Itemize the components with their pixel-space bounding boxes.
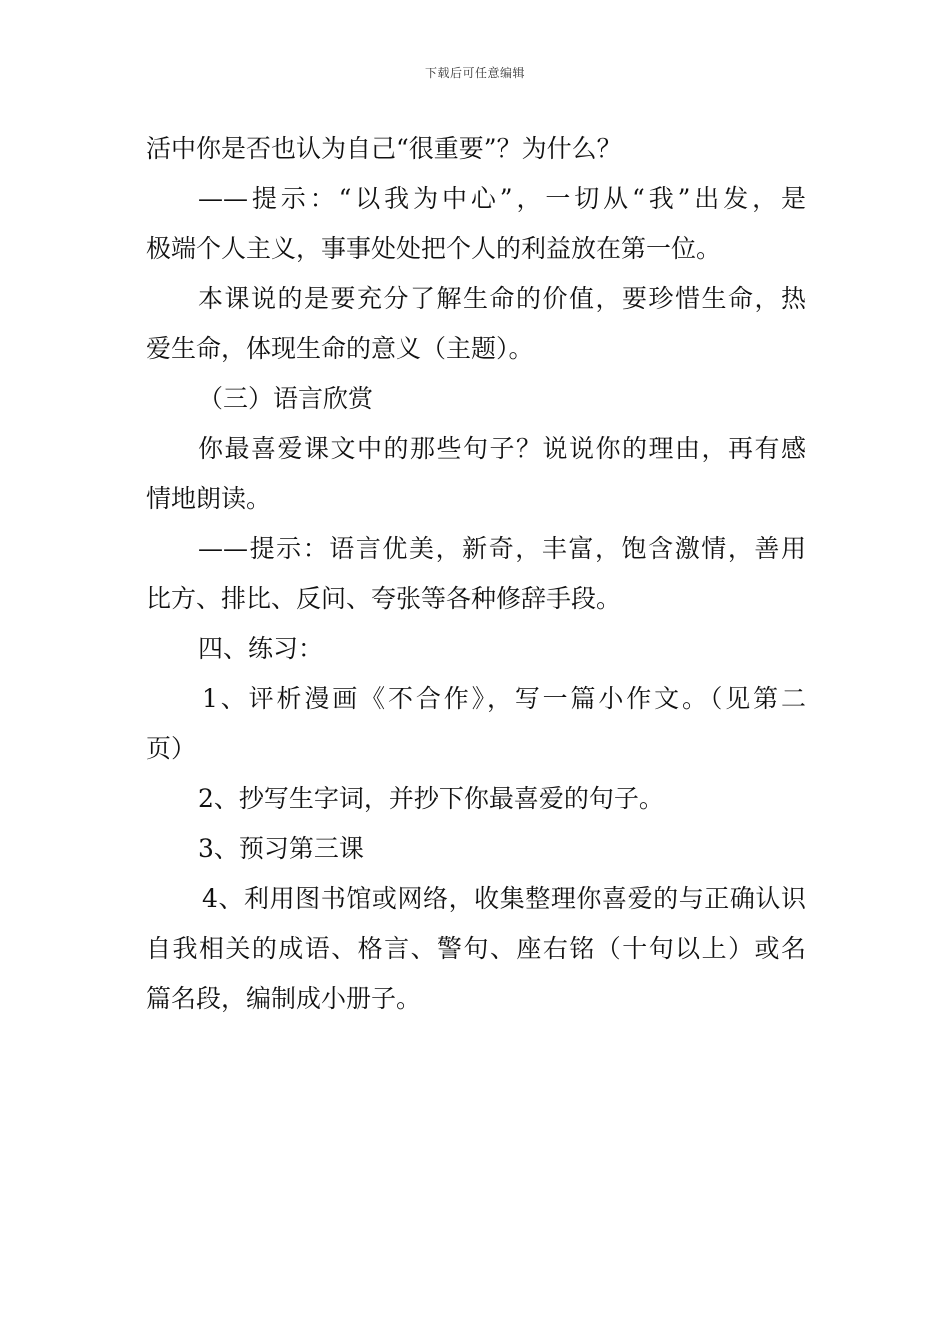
text-line: 你最喜爱课文中的那些句子？说说你的理由，再有感 (198, 434, 806, 463)
exercise-item: 3、预习第三课 (198, 834, 364, 863)
text-line: 页） (146, 734, 197, 763)
section-heading: （三）语言欣赏 (198, 384, 374, 413)
section-heading: 四、练习： (198, 634, 324, 663)
text-line: 活中你是否也认为自己“很重要”？为什么？ (146, 134, 622, 163)
text-line: 篇名段，编制成小册子。 (146, 984, 422, 1013)
text-line: 爱生命，体现生命的意义（主题）。 (146, 334, 534, 363)
page-header: 下载后可任意编辑 (424, 66, 525, 80)
exercise-item: 4、利用图书馆或网络，收集整理你喜爱的与正确认识 (202, 884, 806, 913)
text-line: ——提示：语言优美，新奇，丰富，饱含激情，善用 (198, 534, 806, 563)
text-line: 本课说的是要充分了解生命的价值，要珍惜生命，热 (198, 284, 806, 313)
document-body (146, 124, 806, 1024)
text-line: 比方、排比、反问、夸张等各种修辞手段。 (146, 584, 622, 613)
text-line: 情地朗读。 (146, 484, 272, 513)
text-line: 极端个人主义，事事处处把个人的利益放在第一位。 (146, 234, 722, 263)
text-line: ——提示：“以我为中心”，一切从“我”出发，是 (198, 184, 806, 213)
exercise-item: 2、抄写生字词，并抄下你最喜爱的句子。 (198, 784, 664, 813)
exercise-item: 1、评析漫画《不合作》，写一篇小作文。（见第二 (202, 684, 806, 713)
text-line: 自我相关的成语、格言、警句、座右铭（十句以上）或名 (146, 934, 806, 963)
